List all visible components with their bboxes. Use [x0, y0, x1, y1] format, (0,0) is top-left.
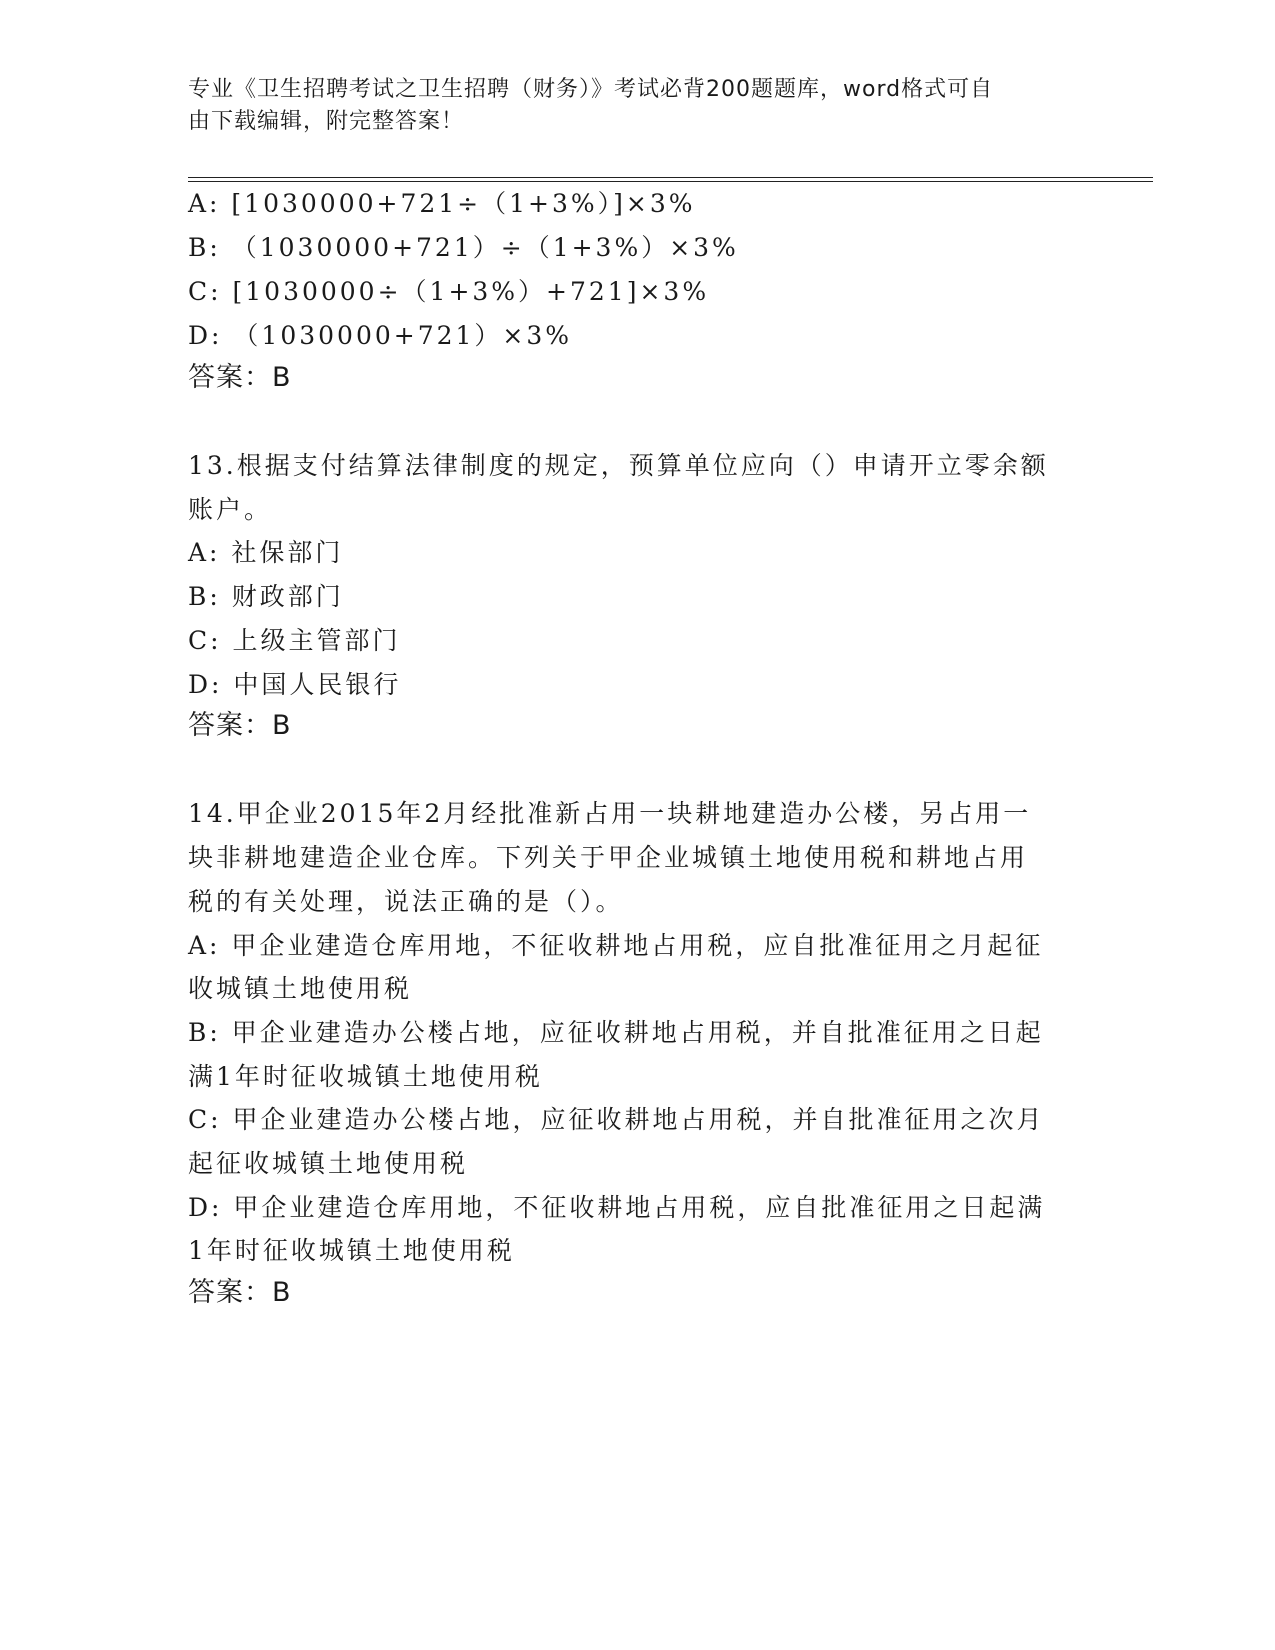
q14-option-a-line-2: 收城镇土地使用税	[188, 974, 413, 1003]
q14-option-c-line-2: 起征收城镇土地使用税	[188, 1149, 469, 1178]
q13-option-b: B: 财政部门	[188, 582, 344, 611]
q14-option-b-line-2: 满1年时征收城镇土地使用税	[188, 1062, 543, 1091]
q14-stem-line-1: 14.甲企业2015年2月经批准新占用一块耕地建造办公楼，另占用一	[188, 799, 1032, 828]
q14-answer: 答案：B	[188, 1277, 292, 1308]
q14-option-d-line-2: 1年时征收城镇土地使用税	[188, 1236, 515, 1265]
q14-stem-line-2: 块非耕地建造企业仓库。下列关于甲企业城镇土地使用税和耕地占用	[188, 843, 1029, 872]
q14-option-c-line-1: C: 甲企业建造办公楼占地，应征收耕地占用税，并自批准征用之次月	[188, 1105, 1045, 1134]
q12-answer: 答案：B	[188, 362, 292, 393]
document-header	[188, 74, 1068, 138]
q13-option-a: A: 社保部门	[188, 538, 344, 567]
q14-option-d-line-1: D: 甲企业建造仓库用地，不征收耕地占用税，应自批准征用之日起满	[188, 1193, 1046, 1222]
q13-stem-line-2: 账户。	[188, 495, 273, 524]
q12-option-c: C: [1030000÷（1+3%）+721]×3%	[188, 277, 710, 306]
q14-option-a-line-1: A: 甲企业建造仓库用地，不征收耕地占用税，应自批准征用之月起征	[188, 931, 1044, 960]
header-divider	[188, 177, 1153, 182]
q13-stem-line-1: 13.根据支付结算法律制度的规定，预算单位应向（）申请开立零余额	[188, 451, 1049, 480]
q13-answer: 答案：B	[188, 710, 292, 741]
q12-option-a: A: [1030000+721÷（1+3%）]×3%	[188, 189, 696, 218]
q14-stem-line-3: 税的有关处理，说法正确的是（）。	[188, 887, 624, 916]
q13-option-d: D: 中国人民银行	[188, 670, 402, 699]
q13-option-c: C: 上级主管部门	[188, 626, 401, 655]
q14-option-b-line-1: B: 甲企业建造办公楼占地，应征收耕地占用税，并自批准征用之日起	[188, 1018, 1044, 1047]
header-text-line-1: 专业《卫生招聘考试之卫生招聘（财务）》考试必背200题题库，word格式可自	[188, 77, 994, 102]
q12-option-d: D: （1030000+721）×3%	[188, 321, 573, 350]
header-text-line-2: 由下载编辑，附完整答案！	[188, 109, 465, 134]
q12-option-b: B: （1030000+721）÷（1+3%）×3%	[188, 233, 739, 262]
